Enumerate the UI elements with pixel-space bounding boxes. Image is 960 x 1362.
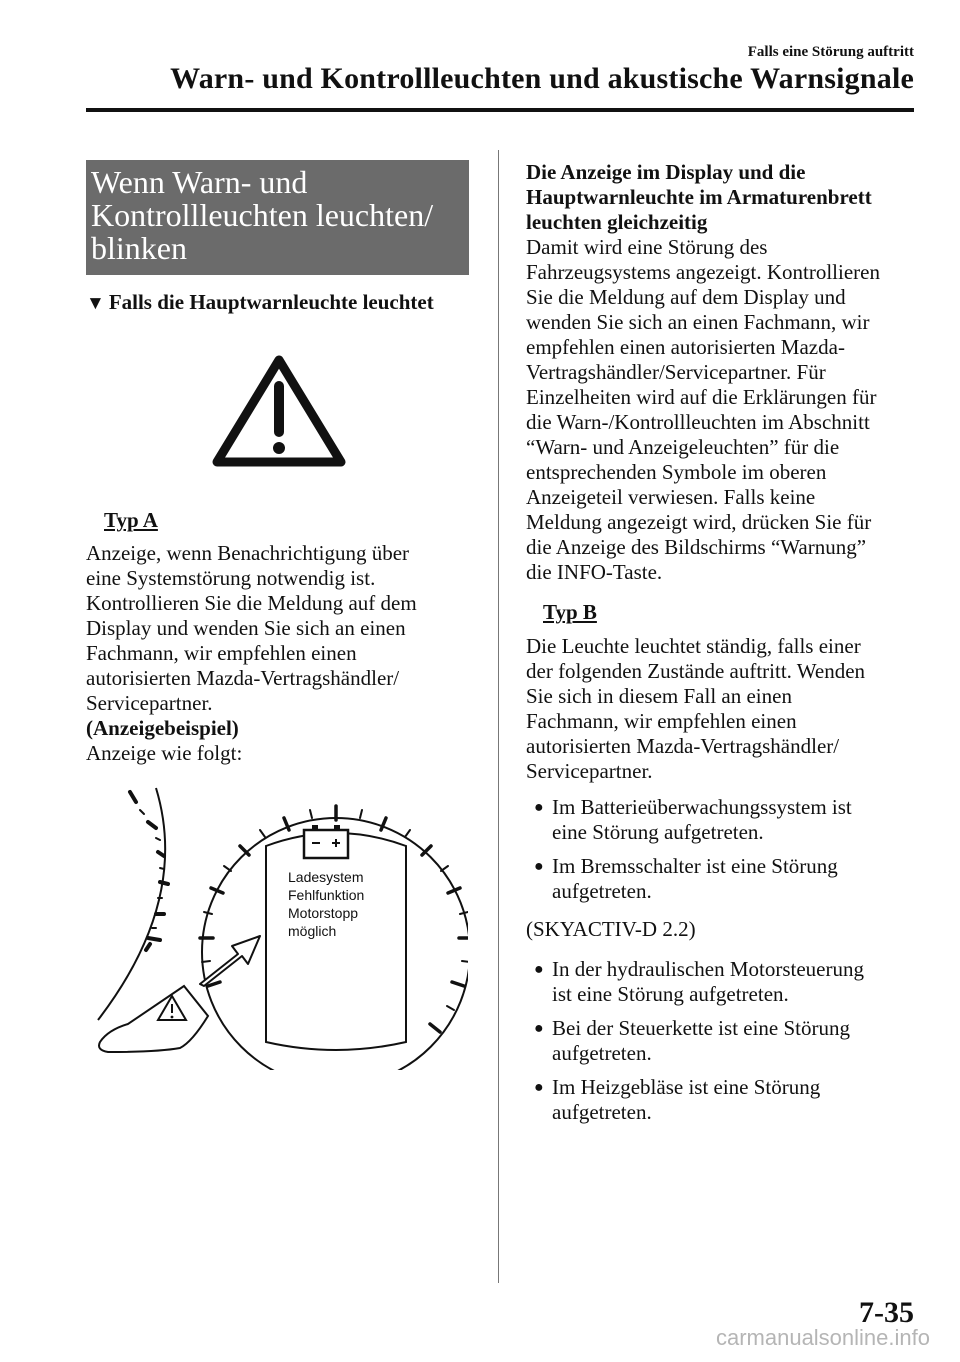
text-line: Bei der Steuerkette ist eine Störung <box>552 1016 851 1040</box>
text-line: ist eine Störung aufgetreten. <box>552 982 789 1006</box>
text-line: Vertragshändler/Servicepartner. Für <box>526 360 826 384</box>
typ-a-text <box>86 541 417 766</box>
text-line: Im Batterieüberwachungssystem ist <box>552 795 852 819</box>
warning-triangle-icon <box>209 352 349 470</box>
text-line: Im Heizgebläse ist eine Störung <box>552 1075 821 1099</box>
example-text: Anzeige wie folgt: <box>86 741 243 765</box>
typ-b-text <box>526 634 865 784</box>
bullet-dot: ● <box>534 961 544 978</box>
subheading-text: Falls die Hauptwarnleuchte leuchtet <box>108 290 434 314</box>
bullet-list <box>526 795 852 904</box>
text-line: Meldung angezeigt wird, drücken Sie für <box>526 510 872 534</box>
text-line: Kontrollieren Sie die Meldung auf dem <box>86 591 417 615</box>
text-line: eine Störung aufgetreten. <box>552 820 764 844</box>
text-line: Fachmann, wir empfehlen einen <box>526 709 797 733</box>
instrument-cluster-illustration <box>88 780 468 1070</box>
text-line: Damit wird eine Störung des <box>526 235 768 259</box>
typ-b-label: Typ B <box>543 600 597 624</box>
header-rule <box>86 108 914 112</box>
section-header: Falls eine Störung auftritt <box>747 44 914 60</box>
text-line: wenden Sie sich an einen Fachmann, wir <box>526 310 870 334</box>
bullet-dot: ● <box>534 1079 544 1096</box>
example-label: (Anzeigebeispiel) <box>86 716 239 740</box>
text-line: Einzelheiten wird auf die Erklärungen für <box>526 385 877 409</box>
text-line: “Warn- und Anzeigeleuchten” für die <box>526 435 840 459</box>
text-line: Servicepartner. <box>86 691 213 715</box>
text-line: Die Leuchte leuchtet ständig, falls einer <box>526 634 861 658</box>
text-line: aufgetreten. <box>552 879 652 903</box>
text-line: Servicepartner. <box>526 759 653 783</box>
typ-a-label: Typ A <box>104 508 158 532</box>
chapter-title: Warn- und Kontrollleuchten und akustische Warnsignale <box>170 62 914 95</box>
banner-line: blinken <box>91 230 187 266</box>
text-line: Hauptwarnleuchte im Armaturenbrett <box>526 185 872 209</box>
text-line: Fahrzeugsystems angezeigt. Kontrollieren <box>526 260 880 284</box>
skyactiv-label: (SKYACTIV-D 2.2) <box>526 917 696 941</box>
text-line: leuchten gleichzeitig <box>526 210 708 234</box>
text-line: Sie sich in diesem Fall an einen <box>526 684 792 708</box>
banner-line: Kontrollleuchten leuchten/ <box>91 197 434 233</box>
right-bold-heading <box>526 160 872 235</box>
text-line: Fachmann, wir empfehlen einen <box>86 641 357 665</box>
text-line: der folgenden Zustände auftritt. Wenden <box>526 659 866 683</box>
right-paragraph <box>526 235 880 585</box>
list-item <box>526 957 864 1007</box>
text-line: Die Anzeige im Display und die <box>526 160 806 184</box>
bullet-list <box>526 957 864 1125</box>
list-item <box>526 795 852 845</box>
text-line: Anzeige, wenn Benachrichtigung über <box>86 541 410 565</box>
text-line: autorisierten Mazda-Vertragshändler/ <box>526 734 840 758</box>
display-line: Motorstopp <box>288 905 359 921</box>
bullet-dot: ● <box>534 1020 544 1037</box>
text-line: autorisierten Mazda-Vertragshändler/ <box>86 666 400 690</box>
text-line: empfehlen einen autorisierten Mazda- <box>526 335 845 359</box>
text-line: In der hydraulischen Motorsteuerung <box>552 957 864 981</box>
bullet-dot: ● <box>534 799 544 816</box>
text-line: entsprechenden Symbole im oberen <box>526 460 827 484</box>
battery-icon <box>304 825 348 858</box>
list-item <box>526 854 852 904</box>
bullet-dot: ● <box>534 858 544 875</box>
list-item <box>526 1016 864 1066</box>
text-line: aufgetreten. <box>552 1041 652 1065</box>
watermark: carmanualsonline.info <box>715 1325 930 1350</box>
text-line: aufgetreten. <box>552 1100 652 1124</box>
display-line: Ladesystem <box>288 869 364 885</box>
display-line: Fehlfunktion <box>288 887 365 903</box>
text-line: die Anzeige des Bildschirms “Warnung” <box>526 535 867 559</box>
text-line: Im Bremsschalter ist eine Störung <box>552 854 838 878</box>
text-line: Display und wenden Sie sich an einen <box>86 616 406 640</box>
text-line: eine Systemstörung notwendig ist. <box>86 566 376 590</box>
column-divider <box>498 150 499 1283</box>
subheading <box>86 290 434 315</box>
display-line: möglich <box>288 923 337 939</box>
subheading-marker: ▼ <box>86 293 105 314</box>
section-banner <box>86 160 469 275</box>
text-line: die INFO-Taste. <box>526 560 663 584</box>
banner-line: Wenn Warn- und <box>91 164 308 200</box>
page-number: 7-35 <box>859 1296 914 1329</box>
text-line: die Warn-/Kontrollleuchten im Abschnitt <box>526 410 870 434</box>
list-item <box>526 1075 864 1125</box>
text-line: Anzeigeteil verwiesen. Falls keine <box>526 485 816 509</box>
text-line: Sie die Meldung auf dem Display und <box>526 285 846 309</box>
